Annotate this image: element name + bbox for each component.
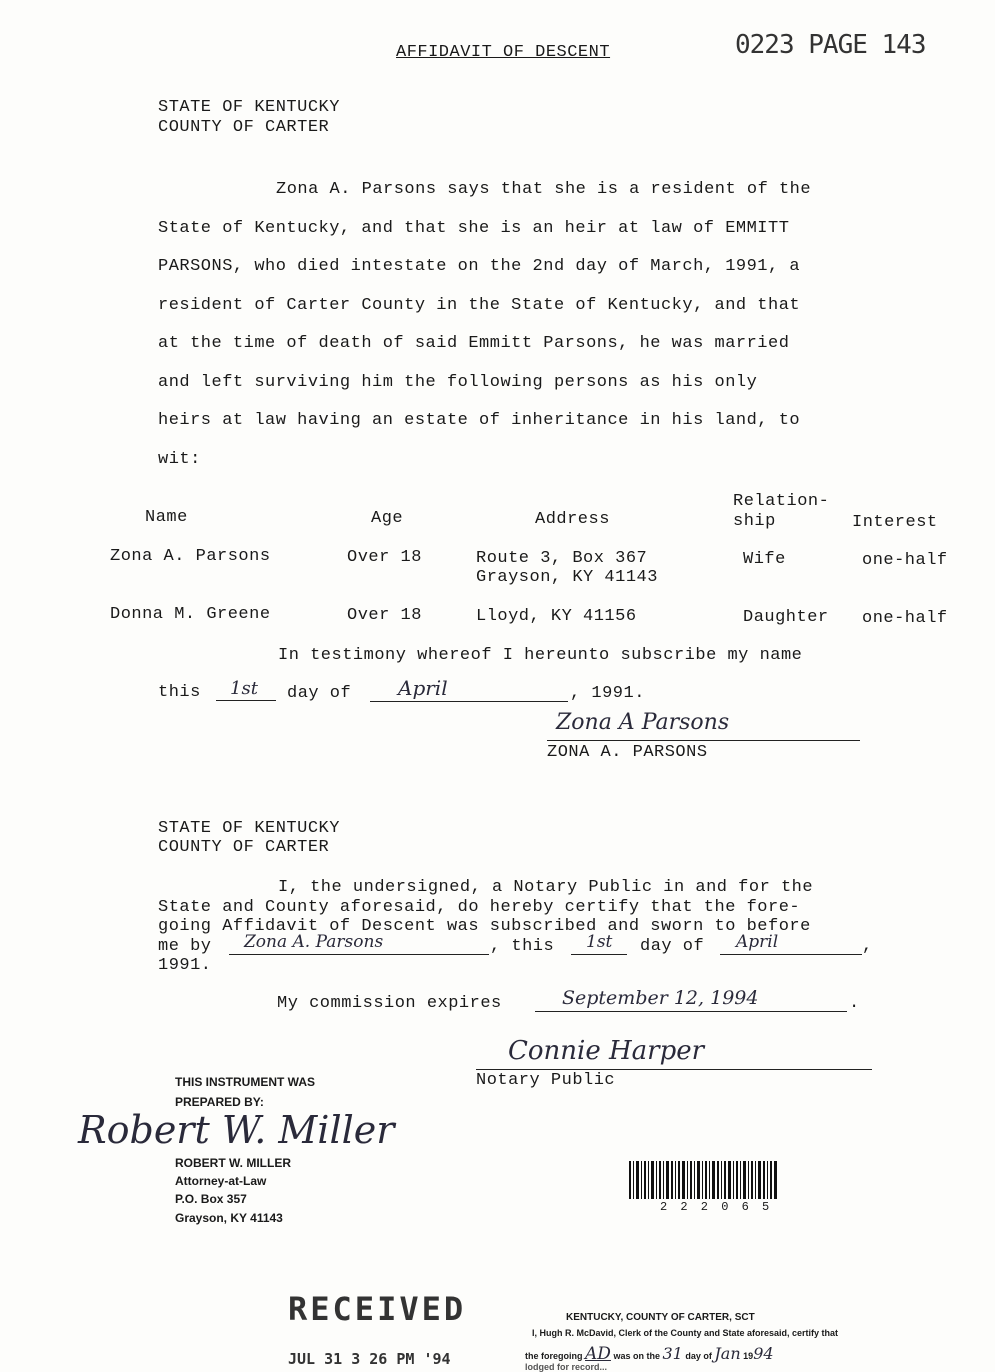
heir-interest: one-half xyxy=(862,609,948,628)
notary-signature: Connie Harper xyxy=(508,1036,705,1066)
affidavit-state: STATE OF KENTUCKY xyxy=(158,98,340,117)
commission-date-handwritten: September 12, 1994 xyxy=(562,987,759,1009)
body-line: heirs at law having an estate of inheritance in his land, to xyxy=(158,411,801,430)
clerk-cert-doc: AD xyxy=(585,1344,611,1364)
notary-title: Notary Public xyxy=(476,1071,616,1090)
col-header-name: Name xyxy=(145,508,188,527)
body-line: at the time of death of said Emmitt Parsons, he was married xyxy=(158,334,790,353)
col-header-interest: Interest xyxy=(852,513,938,532)
heir-relationship: Daughter xyxy=(743,608,829,627)
notary-line: I, the undersigned, a Notary Public in and for the xyxy=(278,878,814,897)
body-line: Zona A. Parsons says that she is a resident of the xyxy=(276,180,812,199)
preparer-city: Grayson, KY 41143 xyxy=(175,1211,283,1225)
notary-day-blank xyxy=(571,954,627,955)
notary-this: , this xyxy=(490,937,555,956)
clerk-cert-year-hand: 94 xyxy=(753,1344,774,1363)
date-day-handwritten: 1st xyxy=(230,678,258,699)
notary-month-blank xyxy=(720,954,862,955)
notary-affiant-blank xyxy=(229,954,489,955)
date-month-handwritten: April xyxy=(398,676,448,700)
heir-age: Over 18 xyxy=(347,606,422,625)
heir-age: Over 18 xyxy=(347,548,422,567)
clerk-cert-line-3 xyxy=(525,1344,774,1364)
heir-interest: one-half xyxy=(862,551,948,570)
affiant-printed-name: ZONA A. PARSONS xyxy=(547,743,708,762)
notary-me-by: me by xyxy=(158,937,212,956)
commission-period: . xyxy=(849,994,860,1013)
date-year: , 1991. xyxy=(570,684,645,703)
clerk-cert-line-4: lodged for record... xyxy=(525,1362,608,1372)
preparer-signature: Robert W. Miller xyxy=(78,1108,395,1152)
date-prefix: this xyxy=(158,683,201,702)
body-line: State of Kentucky, and that she is an heir at law of EMMITT xyxy=(158,218,790,238)
clerk-cert-month: Jan xyxy=(714,1344,741,1363)
heir-name: Donna M. Greene xyxy=(110,605,271,624)
commission-label: My commission expires xyxy=(277,994,502,1013)
body-line: wit: xyxy=(158,449,201,469)
notary-body xyxy=(158,878,898,937)
notary-line: going Affidavit of Descent was subscribed and sworn to before xyxy=(158,917,811,936)
col-header-age: Age xyxy=(371,509,404,528)
body-line: and left surviving him the following persons as his only xyxy=(158,372,758,392)
body-line: PARSONS, who died intestate on the 2nd day of March, 1991, a xyxy=(158,257,801,276)
body-line: resident of Carter County in the State of Kentucky, and that xyxy=(158,295,801,315)
notary-state: STATE OF KENTUCKY xyxy=(158,819,340,838)
heir-address-line2: Grayson, KY 41143 xyxy=(476,568,658,587)
notary-year: 1991. xyxy=(158,956,212,975)
preparer-box: P.O. Box 357 xyxy=(175,1192,247,1206)
notary-affiant-handwritten: Zona A. Parsons xyxy=(244,932,384,952)
notary-county: COUNTY OF CARTER xyxy=(158,838,330,857)
preparer-label-1: THIS INSTRUMENT WAS xyxy=(175,1075,315,1089)
received-datetime: JUL 31 3 26 PM '94 xyxy=(288,1350,451,1368)
barcode-number: 2 2 2 0 6 5 xyxy=(660,1200,773,1214)
received-stamp: RECEIVED xyxy=(288,1290,467,1328)
preparer-label-2: PREPARED BY: xyxy=(175,1095,264,1109)
col-header-relationship-1: Relation- xyxy=(733,492,830,511)
clerk-cert-day: 31 xyxy=(662,1344,683,1363)
date-month-blank xyxy=(370,701,568,702)
clerk-cert-year: 19 xyxy=(743,1351,754,1361)
col-header-relationship-2: ship xyxy=(733,512,776,531)
document-title: AFFIDAVIT OF DESCENT xyxy=(396,43,611,62)
book-page-stamp: 0223 PAGE 143 xyxy=(735,30,926,60)
notary-day-of: day of xyxy=(640,937,705,956)
barcode-bars-icon xyxy=(629,1161,779,1199)
col-header-address: Address xyxy=(535,510,610,529)
clerk-cert-line-1: KENTUCKY, COUNTY OF CARTER, SCT xyxy=(566,1312,755,1323)
commission-blank xyxy=(535,1011,847,1012)
notary-month-handwritten: April xyxy=(736,932,779,952)
affiant-signature-line xyxy=(547,740,860,741)
heir-relationship: Wife xyxy=(743,550,786,569)
preparer-title: Attorney-at-Law xyxy=(175,1174,267,1188)
date-day-blank xyxy=(216,700,276,701)
heir-name: Zona A. Parsons xyxy=(110,547,271,566)
clerk-cert-mid: was on the xyxy=(613,1351,660,1361)
clerk-cert-dayof: day of xyxy=(685,1351,712,1361)
affidavit-body xyxy=(158,180,878,488)
barcode xyxy=(629,1161,779,1199)
affidavit-county: COUNTY OF CARTER xyxy=(158,118,330,137)
notary-line: State and County aforesaid, do hereby certify that the fore- xyxy=(158,897,801,917)
heir-address-line1: Route 3, Box 367 xyxy=(476,549,648,568)
preparer-name: ROBERT W. MILLER xyxy=(175,1156,291,1170)
notary-day-handwritten: 1st xyxy=(586,932,613,952)
date-day-of: day of xyxy=(287,684,352,703)
notary-signature-line xyxy=(476,1069,872,1070)
clerk-cert-line-2: I, Hugh R. McDavid, Clerk of the County and State aforesaid, certify that xyxy=(532,1328,839,1338)
affiant-signature: Zona A Parsons xyxy=(556,710,730,735)
clerk-cert-prefix: the foregoing xyxy=(525,1351,583,1361)
testimony-line: In testimony whereof I hereunto subscribe my name xyxy=(278,646,803,665)
heir-address-line1: Lloyd, KY 41156 xyxy=(476,607,637,626)
notary-comma: , xyxy=(862,937,873,956)
